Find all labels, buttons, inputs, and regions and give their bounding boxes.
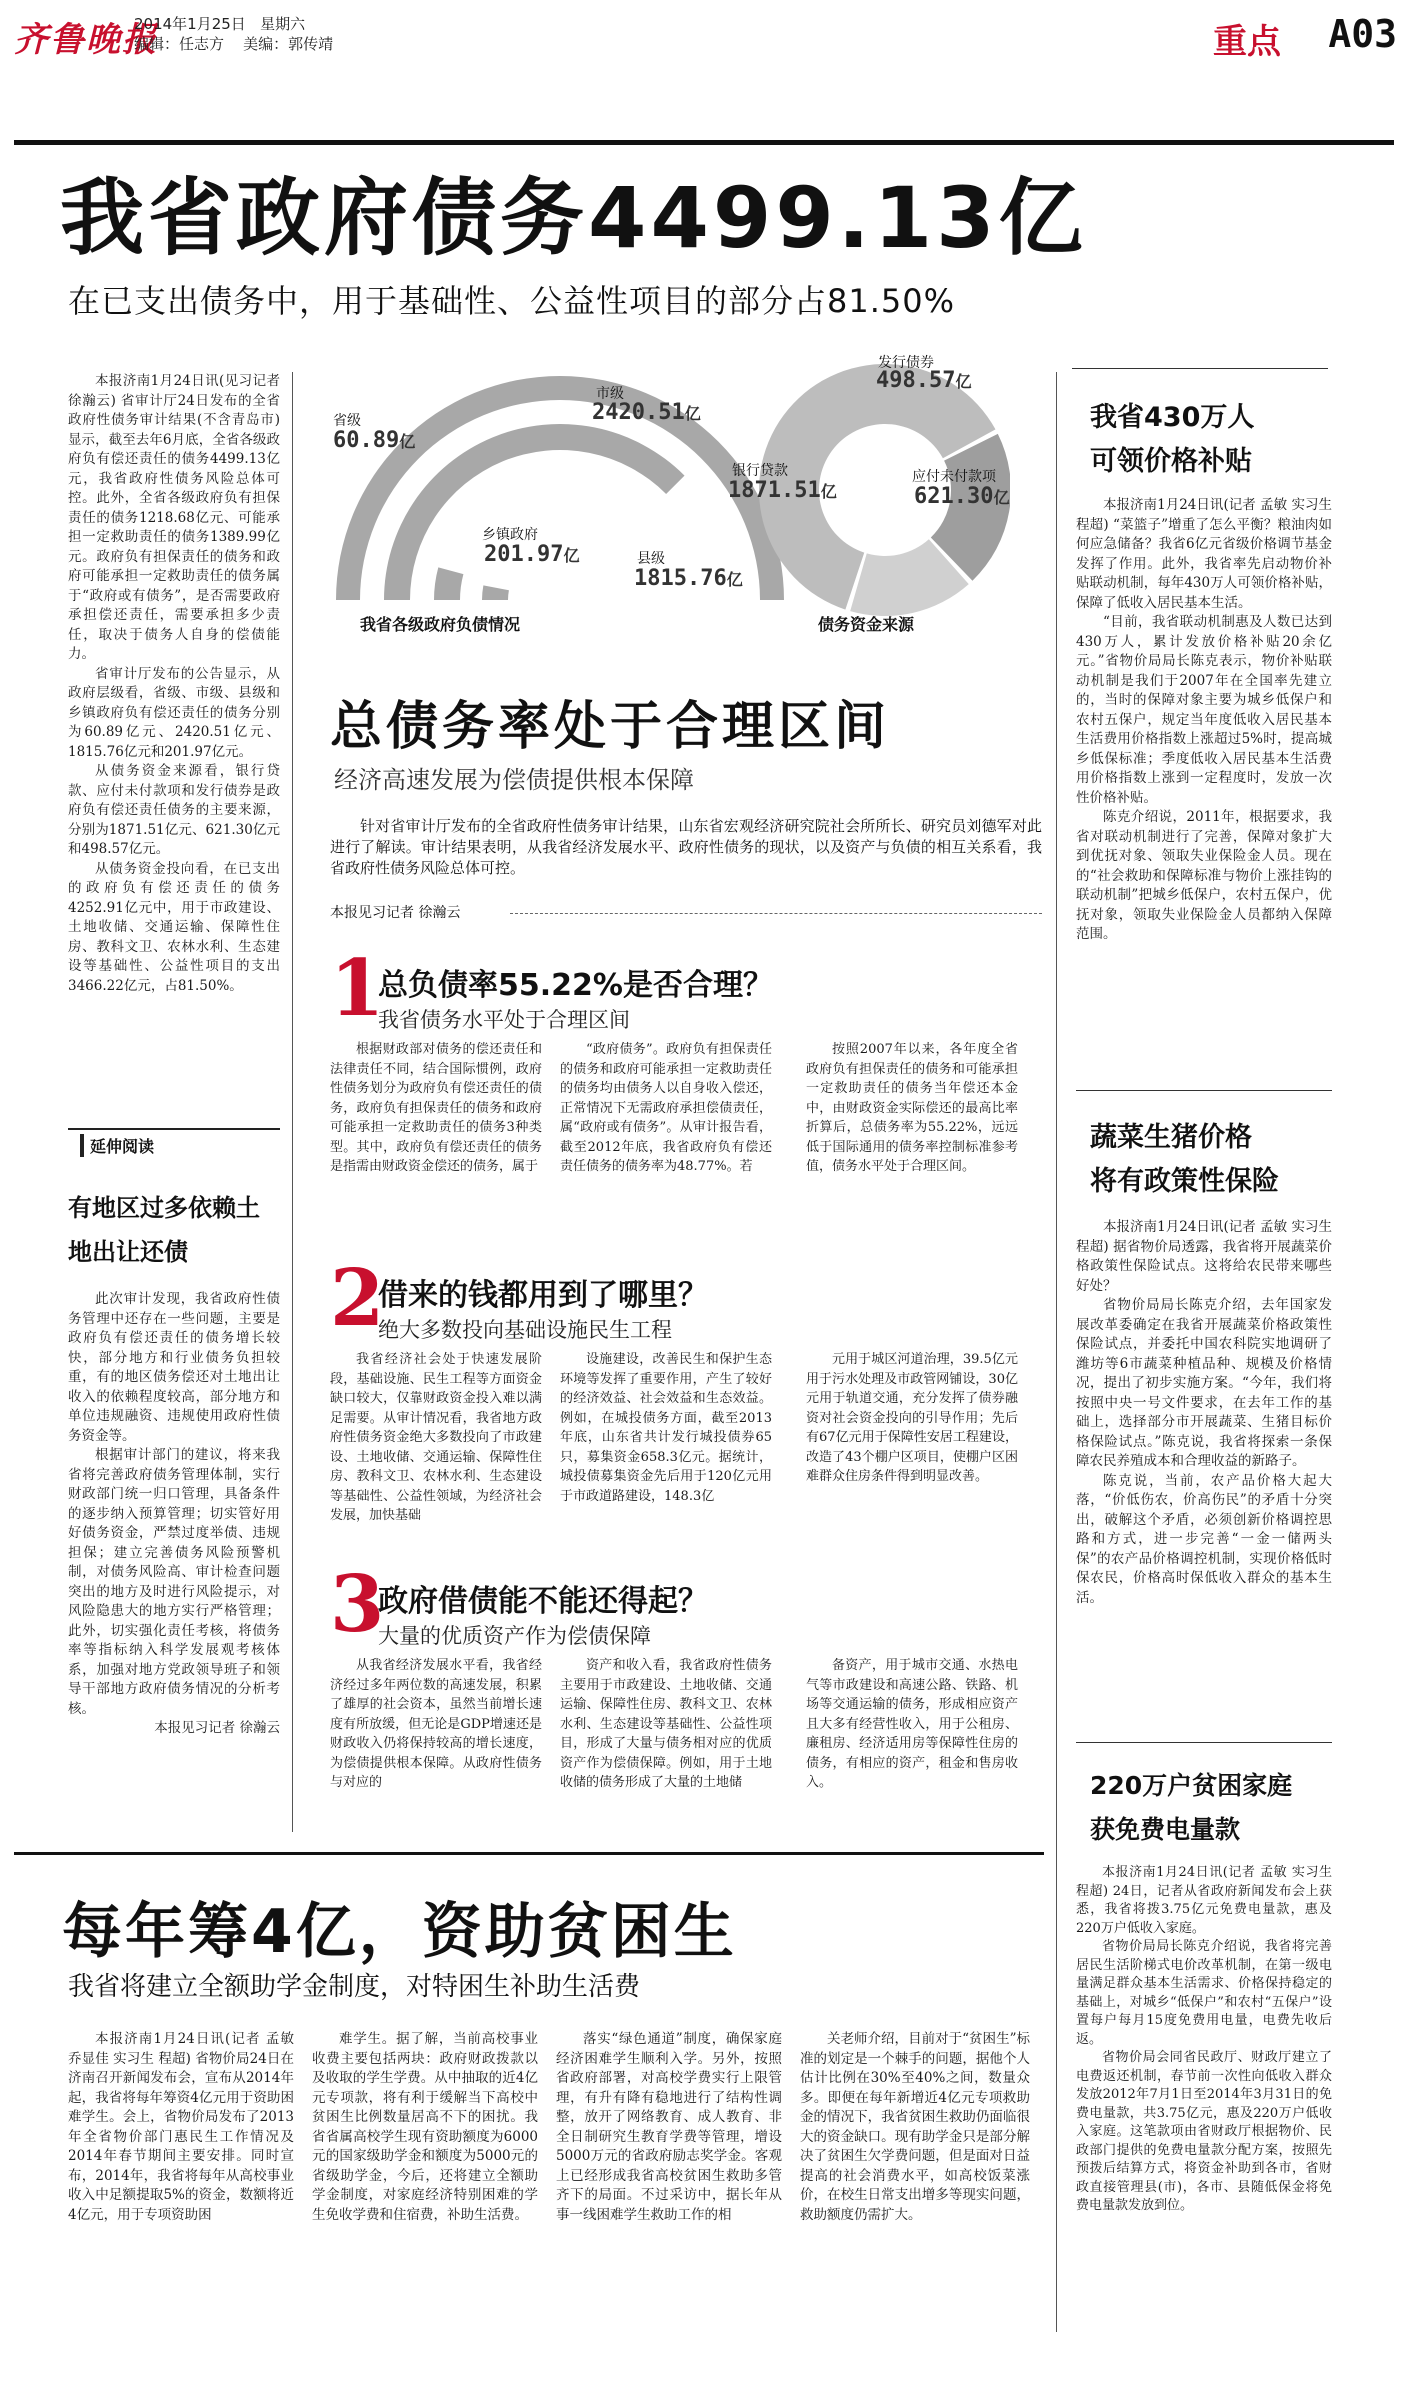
main-subheadline: 在已支出债务中，用于基础性、公益性项目的部分占81.50% xyxy=(68,282,956,320)
feature-byline-rule xyxy=(510,913,1042,914)
newspaper-logo: 齐鲁晚报 xyxy=(14,20,158,60)
q1-column: 根据财政部对债务的偿还责任和法律责任不同，结合国际惯例，政府性债务划分为政府负有偿还责任的债务，政府负有担保责任的债务和政府可能承担一定救助责任的债务3种类型。其中，政府负有偿还责任的债务是指需由财政资金偿还的债务，属于 xyxy=(330,1042,542,1174)
q2-column: 我省经济社会处于快速发展阶段，基础设施、民生工程等方面资金缺口较大，仅靠财政资金投入难以满足需要。从审计情况看，我省地方政府性债务资金绝大多数投向了市政建设、土地收储、交通运输、保障性住房、教科文卫、农林水利、生态建设等基础性、公益性领域，为经济社会发展，加快基础 xyxy=(330,1352,542,1523)
chart-ring-省级 xyxy=(482,585,509,600)
feature-subheadline: 经济高速发展为偿债提供根本保障 xyxy=(334,766,694,794)
column-divider xyxy=(292,372,293,1832)
extended-title: 有地区过多依赖土地出让还债 xyxy=(68,1194,260,1266)
chart-value-loans: 1871.51亿 xyxy=(728,478,837,503)
extended-byline: 本报见习记者 徐瀚云 xyxy=(154,1720,280,1736)
sidebar-divider xyxy=(1056,372,1057,2332)
chart-ring-乡镇政府 xyxy=(434,567,463,600)
lead-paragraph: 省审计厅发布的公告显示，从政府层级看，省级、市级、县级和乡镇政府负有偿还责任的债务分别为60.89亿元、2420.51亿元、1815.76亿元和201.97亿元。 xyxy=(68,665,280,760)
sidebar-story-1-title: 我省430万人 可领价格补贴 xyxy=(1090,402,1255,477)
sidebar-story-2-title: 蔬菜生猪价格 将有政策性保险 xyxy=(1090,1122,1279,1197)
lead-story xyxy=(68,372,280,996)
issue-editor: 编辑：任志方 xyxy=(134,35,225,53)
bottom-column: 本报济南1月24日讯(记者 孟敏 乔显佳 实习生 程超) 省物价局24日在济南召开新闻发布会，宣布从2014年起，我省将每年筹资4亿元用于资助困难学生。会上，省物价局发布了2013年全省物价部门惠民生工作情况及2014年春节期间主要安排。同时宣布，2014年，我省将每年从高校事业收入中足额提取5%的资金，数额将近4亿元，用于专项资助困 xyxy=(68,2031,294,2223)
chart-label-payables: 应付未付款项 xyxy=(912,469,996,485)
issue-weekday: 星期六 xyxy=(260,15,306,33)
chart-label-county: 县级 xyxy=(637,551,665,567)
sidebar-rule xyxy=(1076,1742,1332,1743)
q2-column: 设施建设，改善民生和保护生态环境等发挥了重要作用，产生了较好的经济效益、社会效益和生态效益。例如，在城投债务方面，截至2013年底，山东省共计发行城投债券65只，募集资金658.3亿元。据统计，城投债募集资金先后用于120亿元用于市政道路建设，148.3亿 xyxy=(560,1352,772,1504)
q1-number: 1 xyxy=(330,943,385,1034)
q2-subtitle: 绝大多数投向基础设施民生工程 xyxy=(378,1318,672,1342)
chart-value-city: 2420.51亿 xyxy=(592,400,701,425)
q1-column: 按照2007年以来，各年度全省政府负有担保责任的债务和可能承担一定救助责任的债务当年偿还本金中，由财政资金实际偿还的最高比率折算后，总债务率为55.22%，远远低于国际通用的债务率控制标准参考值，债务水平处于合理区间。 xyxy=(806,1042,1018,1174)
top-rule xyxy=(14,140,1394,145)
chart-title-sources: 债务资金来源 xyxy=(818,615,915,634)
chart-value-county: 1815.76亿 xyxy=(634,566,743,591)
chart-label-province: 省级 xyxy=(333,413,361,429)
extended-story xyxy=(68,1290,280,1739)
chart-label-bonds: 发行债券 xyxy=(878,355,934,371)
issue-date: 2014年1月25日 xyxy=(134,15,246,33)
q3-number: 3 xyxy=(330,1559,385,1650)
chart-label-city: 市级 xyxy=(596,386,624,402)
bottom-column: 关老师介绍，目前对于“贫困生”标准的划定是一个棘手的问题，据他个人估计比例在30%至40%之间，数量众多。即便在每年新增近4亿元专项救助金的情况下，我省贫困生救助仍面临很大的资金缺口。现有助学金只是部分解决了贫困生欠学费问题，但是面对日益提高的社会消费水平，如高校饭菜涨价，在校生日常支出增多等现实问题，救助额度仍需扩大。 xyxy=(800,2031,1030,2223)
bottom-story-rule xyxy=(14,1852,1044,1855)
chart-value-town: 201.97亿 xyxy=(484,542,580,567)
sidebar-rule xyxy=(1076,1090,1332,1091)
extended-paragraph: 此次审计发现，我省政府性债务管理中还存在一些问题，主要是政府负有偿还责任的债务增长较快，部分地方和行业债务负担较重，有的地区债务偿还对土地出让收入的依赖程度较高，部分地方和单位违规融资、违规使用政府性债务资金等。 xyxy=(68,1291,280,1444)
sidebar-story-3-title: 220万户贫困家庭 获免费电量款 xyxy=(1090,1771,1293,1844)
sidebar-top-rule xyxy=(1072,368,1328,369)
bottom-column: 落实“绿色通道”制度，确保家庭经济困难学生顺利入学。另外，按照省政府部署，对高校学费实行上限管理，有升有降有稳地进行了结构性调整，放开了网络教育、成人教育、非全日制研究生教育学费等管理，增设5000万元的省政府励志奖学金。客观上已经形成我省高校贫困生救助多管齐下的局面。不过采访中，据长年从事一线困难学生救助工作的相 xyxy=(556,2031,782,2223)
chart-title-levels: 我省各级政府负债情况 xyxy=(360,615,521,634)
q3-subtitle: 大量的优质资产作为偿债保障 xyxy=(378,1624,651,1648)
issue-designer: 美编：郭传靖 xyxy=(243,35,334,53)
feature-intro: 针对省审计厅发布的全省政府性债务审计结果，山东省宏观经济研究院社会所所长、研究员刘德军对此进行了解读。审计结果表明，从我省经济发展水平、政府性债务的现状，以及资产与负债的相互关系看，我省政府性债务风险总体可控。 xyxy=(330,817,1042,877)
lead-paragraph: 从债务资金投向看，在已支出的政府负有偿还责任的债务4252.91亿元中，用于市政建设、土地收储、交通运输、保障性住房、教科文卫、农林水利、生态建设等基础性、公益性项目的支出3466.22亿元，占81.50%。 xyxy=(68,860,280,994)
chart-value-bonds: 498.57亿 xyxy=(876,368,972,393)
q2-number: 2 xyxy=(330,1253,385,1344)
feature-byline: 本报见习记者 徐瀚云 xyxy=(330,905,461,921)
extended-paragraph: 根据审计部门的建议，将来我省将完善政府债务管理体制，实行财政部门统一归口管理，具备条件的逐步纳入预算管理；切实管好用好债务资金，严禁过度举债、违规担保；建立完善债务风险预警机制，对债务风险高、审计检查问题突出的地方及时进行风险提示，对风险隐患大的地方实行严格管理；此外，切实强化责任考核，将债务率等指标纳入科学发展观考核体系，加强对地方党政领导班子和领导干部地方政府债务情况的分析考核。 xyxy=(68,1447,280,1717)
issue-meta xyxy=(134,14,333,54)
chart-label-town: 乡镇政府 xyxy=(482,527,538,543)
chart-value-payables: 621.30亿 xyxy=(914,484,1010,509)
sidebar-story-1-body: 本报济南1月24日讯(记者 孟敏 实习生 程超) “菜篮子”增重了怎么平衡？粮油肉如何应急储备？我省6亿元省级价格调节基金发挥了作用。此外，我省率先启动物价补贴联动机制，每年430万人可领价格补贴，保障了低收入居民基本生活。 “目前，我省联动机制惠及人数已达到430万人，累计发放价格补贴20余亿元。”省物价局局长陈克表示，物价补贴联动机制是我们于2007年在全国率先建立的，当时的保障对象主要为城乡低保户和农村五保户，规定当年度低收入居民基本生活费用价格指数上涨超过5%时，提高城乡低保标准；季度低收入居民基本生活费用价格指数上涨到一定程度时，发放一次性价格补贴。 陈克介绍说，2011年，根据要求，我省对联动机制进行了完善，保障对象扩大到优抚对象、领取失业保险金人员。现在的“社会救助和保障标准与物价上涨挂钩的联动机制”把城乡低保户，农村五保户，优抚对象，领取失业保险金人员都纳入保障范围。 xyxy=(1076,497,1332,942)
bottom-subheadline: 我省将建立全额助学金制度，对特困生补助生活费 xyxy=(68,1972,641,2002)
q3-column: 资产和收入看，我省政府性债务主要用于市政建设、土地收储、交通运输、保障性住房、教科文卫、农林水利、生态建设等基础性、公益性项目，形成了大量与债务相对应的优质资产作为偿债保障。例如，用于土地收储的债务形成了大量的土地储 xyxy=(560,1658,772,1790)
page-number: A03 xyxy=(1328,12,1397,56)
extended-rule xyxy=(68,1128,280,1130)
q3-column: 从我省经济发展水平看，我省经济经过多年两位数的高速发展，积累了雄厚的社会资本，虽然当前增长速度有所放缓，但无论是GDP增速还是财政收入仍将保持较高的增长速度，为偿债提供根本保障。从政府性债务与对应的 xyxy=(330,1658,542,1790)
feature-headline: 总债务率处于合理区间 xyxy=(330,697,891,757)
bottom-headline: 每年筹4亿，资助贫困生 xyxy=(62,1897,737,1967)
extended-reading-label: 延伸阅读 xyxy=(80,1134,160,1157)
sidebar-story-2-body: 本报济南1月24日讯(记者 孟敏 实习生 程超) 据省物价局透露，我省将开展蔬菜价格政策性保险试点。这将给农民带来哪些好处？ 省物价局局长陈克介绍，去年国家发展改革委确定在我省开展蔬菜价格政策性保险试点，并委托中国农科院实地调研了潍坊等6市蔬菜种植品种、规模及价格情况，提出了初步实施方案。“今年，我们将按照中央一号文件要求，在去年工作的基础上，选择部分市开展蔬菜、生猪目标价格保险试点。”陈克说，我省将探索一条保障农民养殖成本和合理收益的新路子。 陈克说，当前，农产品价格大起大落，“价低伤农，价高伤民”的矛盾十分突出，破解这个矛盾，必须创新价格调控思路和方式，进一步完善“一金一储两头保”的农产品价格调控机制，实现价格低时保农民，价格高时保低收入群众的基本生活。 xyxy=(1076,1219,1332,1606)
sidebar-story-3-body: 本报济南1月24日讯(记者 孟敏 实习生 程超) 24日，记者从省政府新闻发布会上获悉，我省将拨3.75亿元免费电量款，惠及220万户低收入家庭。 省物价局局长陈克介绍说，我省将完善居民生活阶梯式电价改革机制，在第一级电量满足群众基本生活需求、价格保持稳定的基础上，对城乡“低保户”和农村“五保户”设置每户每月15度免费用电量，电费先收后返。 省物价局会同省民政厅、财政厅建立了电费返还机制，春节前一次性向低收入群众发放2012年7月1日至2014年3月31日的免费电量款，共3.75亿元，惠及220万户低收入家庭。这笔款项由省财政厅根据物价、民政部门提供的免费电量款分配方案，按照先预拨后结算方式，将资金补助到各市，省财政直接管理县(市)，各市、县随低保金将免费电量款发放到位。 xyxy=(1076,1865,1332,2213)
q3-title: 政府借债能不能还得起？ xyxy=(378,1584,708,1619)
bottom-column: 难学生。据了解，当前高校事业收费主要包括两块：政府财政拨款以及收取的学生学费。从中抽取的近4亿元专项款，将有利于缓解当下高校中贫困生比例数量居高不下的困扰。我省省属高校学生现有资助额度为6000元的国家级助学金和额度为5000元的省级助学金，今后，还将建立全额助学金制度，对家庭经济特别困难的学生免收学费和住宿费，补助生活费。 xyxy=(312,2031,538,2223)
chart-label-loans: 银行贷款 xyxy=(732,463,788,479)
q2-column: 元用于城区河道治理，39.5亿元用于污水处理及市政管网铺设，30亿元用于轨道交通，充分发挥了债券融资对社会资金投向的引导作用；先后有67亿元用于保障性安居工程建设，改造了43个棚户区项目，使棚户区困难群众住房条件得到明显改善。 xyxy=(806,1352,1018,1484)
chart-value-province: 60.89亿 xyxy=(333,428,416,453)
lead-paragraph: 本报济南1月24日讯(见习记者 徐瀚云) 省审计厅24日发布的全省政府性债务审计结果(不含青岛市)显示，截至去年6月底，全省各级政府负有偿还责任的债务4499.13亿元，我省政府性债务风险总体可控。此外，全省各级政府负有担保责任的债务1218.68亿元、可能承担一定救助责任的债务1389.99亿元。政府负有担保责任的债务和政府可能承担一定救助责任的债务属于“政府或有债务”，是否需要政府承担偿还责任，需要承担多少责任，取决于债务人自身的偿债能力。 xyxy=(68,373,280,662)
lead-paragraph: 从债务资金来源看，银行贷款、应付未付款项和发行债券是政府负有偿还责任债务的主要来源，分别为1871.51亿元、621.30亿元和498.57亿元。 xyxy=(68,763,280,857)
q3-column: 备资产，用于城市交通、水热电气等市政建设和高速公路、铁路、机场等交通运输的债务，形成相应资产且大多有经营性收入，用于公租房、廉租房、经济适用房等保障性住房的债务，有相应的资产，租金和售房收入。 xyxy=(806,1658,1018,1790)
q1-title: 总负债率55.22%是否合理？ xyxy=(378,968,773,1003)
section-tag: 重点 xyxy=(1213,22,1281,62)
main-headline: 我省政府债务4499.13亿 xyxy=(60,169,1087,267)
q1-column: “政府债务”。政府负有担保责任的债务和政府可能承担一定救助责任的债务均由债务人以自身收入偿还，正常情况下无需政府承担偿债责任，属“政府或有债务”。从审计报告看，截至2012年底，我省政府负有偿还责任债务的债务率为48.77%。若 xyxy=(560,1042,772,1174)
q1-subtitle: 我省债务水平处于合理区间 xyxy=(378,1008,630,1032)
q2-title: 借来的钱都用到了哪里？ xyxy=(378,1278,708,1313)
